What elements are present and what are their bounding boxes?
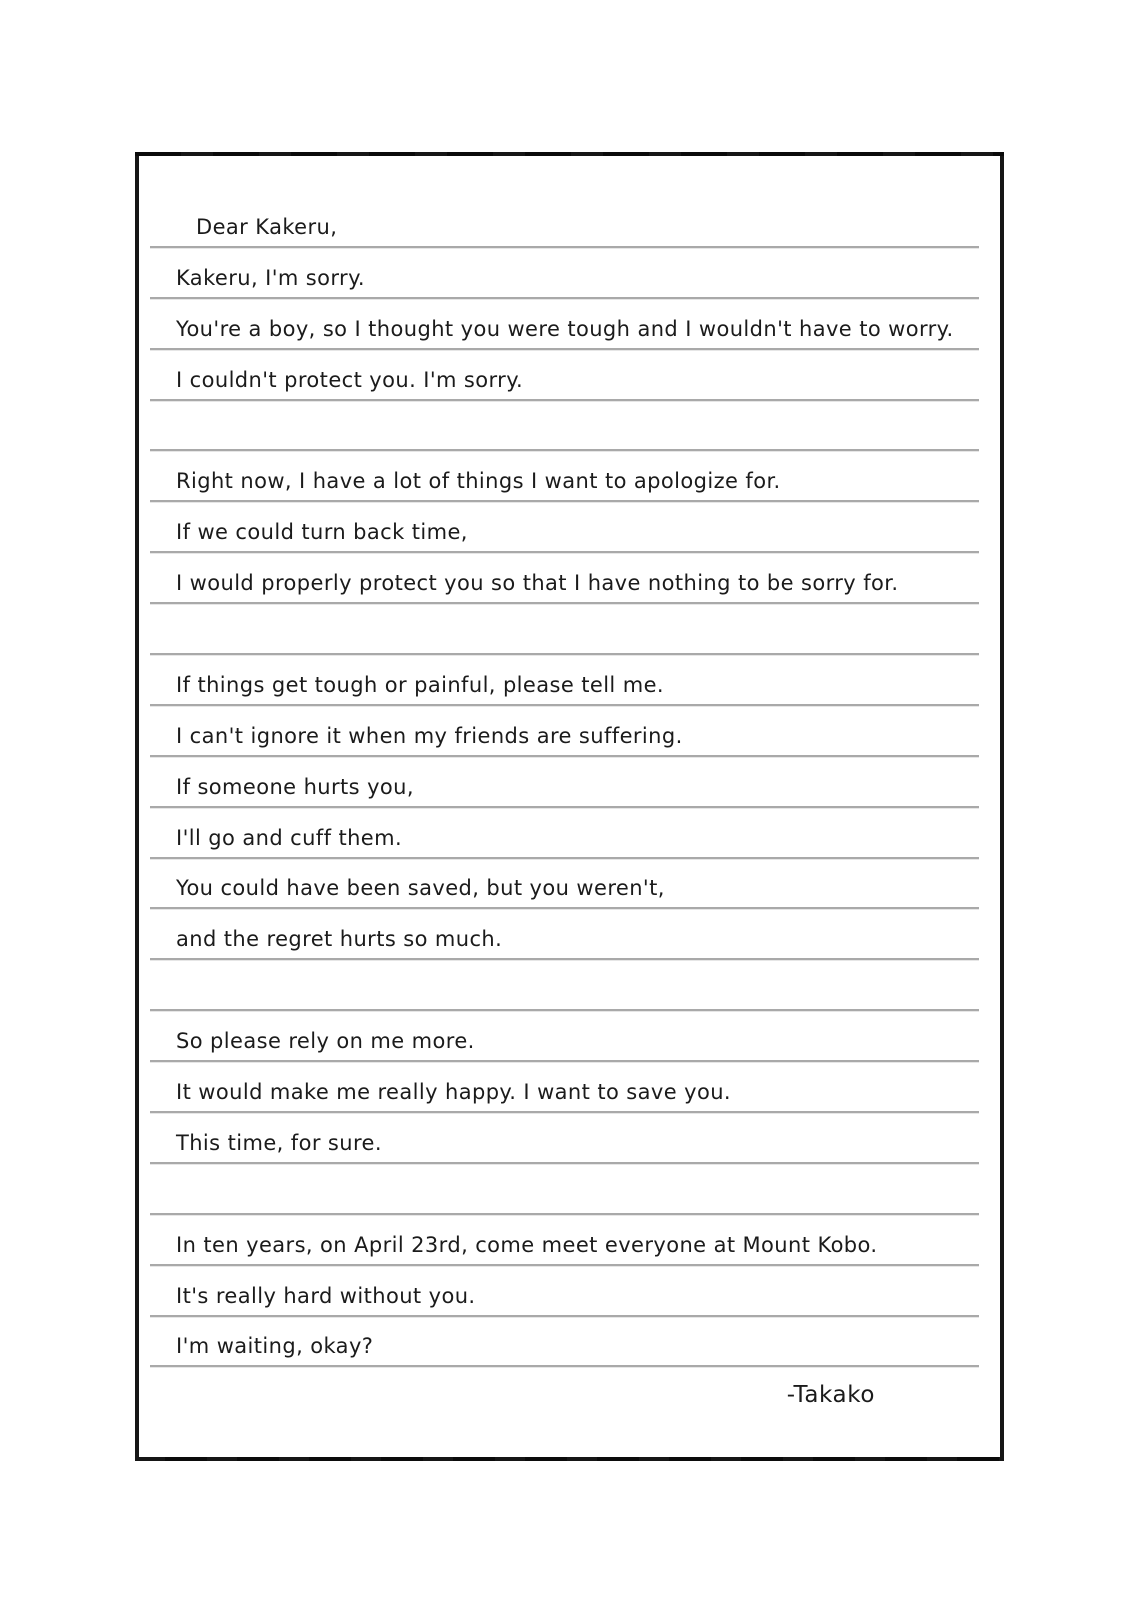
letter-line-text: You're a boy, so I thought you were tough and I wouldn't have to worry. xyxy=(176,316,954,341)
letter-line-text: It's really hard without you. xyxy=(176,1283,476,1308)
letter-line xyxy=(150,350,979,401)
letter-line xyxy=(150,604,979,655)
letter-line xyxy=(150,553,979,604)
letter-line-text: If someone hurts you, xyxy=(176,774,414,799)
letter-line-text: I'm waiting, okay? xyxy=(176,1334,374,1359)
letter-line-text: I would properly protect you so that I have nothing to be sorry for. xyxy=(176,571,899,596)
letter-line-text: I'll go and cuff them. xyxy=(176,825,403,850)
letter-line-text: and the regret hurts so much. xyxy=(176,927,503,952)
letter-line-text: Right now, I have a lot of things I want to apologize for. xyxy=(176,469,781,494)
letter-line xyxy=(150,248,979,299)
letter-line-text: I couldn't protect you. I'm sorry. xyxy=(176,367,524,392)
letter-line xyxy=(150,1215,979,1266)
letter-line-text: Dear Kakeru, xyxy=(196,214,338,239)
letter-line-text: If we could turn back time, xyxy=(176,520,468,545)
letter-line xyxy=(150,1062,979,1113)
letter-line xyxy=(150,655,979,706)
letter-line xyxy=(150,909,979,960)
letter-line xyxy=(150,1113,979,1164)
letter-panel xyxy=(135,152,1004,1461)
letter-line xyxy=(150,197,979,248)
signature: -Takako xyxy=(786,1382,875,1408)
letter-line-text xyxy=(150,442,180,449)
letter-line-text xyxy=(150,646,180,653)
letter-body xyxy=(150,197,979,1367)
letter-line-text: If things get tough or painful, please tell me. xyxy=(176,672,664,697)
letter-line xyxy=(150,859,979,910)
letter-line xyxy=(150,401,979,452)
letter-line xyxy=(150,808,979,859)
letter-line-text xyxy=(150,1002,180,1009)
letter-line xyxy=(150,451,979,502)
letter-line xyxy=(150,960,979,1011)
letter-line xyxy=(150,706,979,757)
letter-line xyxy=(150,1011,979,1062)
letter-line xyxy=(150,1317,979,1368)
letter-line-text: I can't ignore it when my friends are suffering. xyxy=(176,723,683,748)
letter-line-text: So please rely on me more. xyxy=(176,1029,475,1054)
letter-line xyxy=(150,299,979,350)
letter-line xyxy=(150,1164,979,1215)
letter-line-text: You could have been saved, but you weren't, xyxy=(176,876,665,901)
letter-line xyxy=(150,1266,979,1317)
letter-line xyxy=(150,757,979,808)
letter-line-text xyxy=(150,1206,180,1213)
letter-line-text: In ten years, on April 23rd, come meet everyone at Mount Kobo. xyxy=(176,1232,878,1257)
letter-line-text: It would make me really happy. I want to save you. xyxy=(176,1080,731,1105)
letter-line xyxy=(150,502,979,553)
letter-line-text: Kakeru, I'm sorry. xyxy=(176,265,365,290)
letter-line-text: This time, for sure. xyxy=(176,1130,382,1155)
